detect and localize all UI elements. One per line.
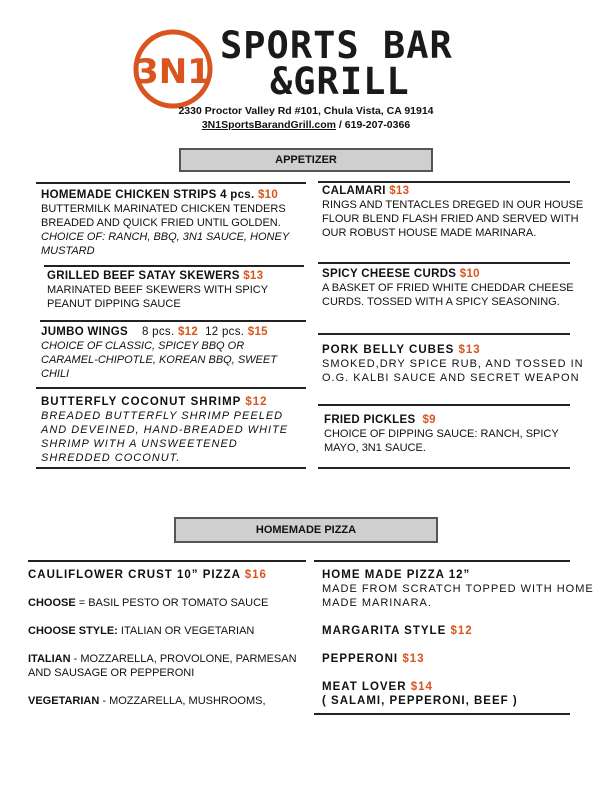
item-name: HOMEMADE CHICKEN STRIPS 4 pcs. bbox=[41, 189, 255, 201]
brand-line2: &GRILL bbox=[270, 60, 410, 103]
item-name: HOME MADE PIZZA 12” bbox=[322, 569, 471, 581]
phone: 619-207-0366 bbox=[344, 119, 411, 131]
item-desc: MADE FROM SCRATCH TOPPED WITH HOME MADE MARINARA. bbox=[322, 583, 594, 609]
address: 2330 Proctor Valley Rd #101, Chula Vista, CA 91914 bbox=[178, 105, 434, 117]
vegetarian-text: - MOZZARELLA, MUSHROOMS, bbox=[99, 695, 266, 707]
item-price: $12 bbox=[177, 326, 199, 338]
logo-text: 3N1 bbox=[135, 52, 211, 92]
item-price: $12 bbox=[450, 625, 473, 637]
website-link[interactable]: 3N1SportsBarandGrill.com bbox=[201, 119, 337, 131]
divider bbox=[36, 387, 306, 389]
item-price: $9 bbox=[422, 414, 436, 426]
pizza-heading: HOMEMADE PIZZA bbox=[174, 517, 438, 543]
item-price: $10 bbox=[257, 189, 279, 201]
item-price: $13 bbox=[389, 185, 410, 197]
item-desc: RINGS AND TENTACLES DREGED IN OUR HOUSE FLOUR BLEND FLASH FRIED AND SERVED WITH OUR ROBUST HOUSE MADE MARINARA. bbox=[322, 199, 584, 239]
item-name: MEAT LOVER bbox=[322, 681, 407, 693]
item-size: 12 pcs. bbox=[205, 326, 245, 338]
item-desc: A BASKET OF FRIED WHITE CHEDDAR CHEESE CURDS. TOSSED WITH A SPICY SEASONING. bbox=[322, 282, 574, 308]
contact-line bbox=[0, 119, 612, 131]
divider bbox=[314, 560, 570, 562]
item-desc: BUTTERMILK MARINATED CHICKEN TENDERS BREADED AND QUICK FRIED UNTIL GOLDEN. bbox=[41, 203, 286, 229]
divider bbox=[318, 404, 570, 406]
style-text: ITALIAN OR VEGETARIAN bbox=[117, 625, 255, 637]
item-desc: ( SALAMI, PEPPERONI, BEEF ) bbox=[322, 695, 518, 707]
item-price: $14 bbox=[410, 681, 433, 693]
menu-item bbox=[41, 325, 299, 381]
item-name: MARGARITA STYLE bbox=[322, 625, 447, 637]
item-choices: CHOICE OF CLASSIC, SPICEY BBQ OR CARAMEL-CHIPOTLE, KOREAN BBQ, SWEET CHILI bbox=[41, 340, 277, 380]
menu-item bbox=[47, 269, 299, 311]
item-price: $13 bbox=[243, 270, 264, 282]
item-name: SPICY CHEESE CURDS bbox=[322, 268, 457, 280]
divider bbox=[36, 467, 306, 469]
style-label: CHOOSE STYLE: bbox=[28, 625, 118, 637]
divider bbox=[318, 333, 570, 335]
separator: / bbox=[336, 119, 345, 131]
item-size: 8 pcs. bbox=[141, 326, 175, 338]
item-name: CALAMARI bbox=[322, 185, 386, 197]
item-price: $12 bbox=[245, 396, 268, 408]
item-price: $16 bbox=[244, 569, 267, 581]
item-name: PEPPERONI bbox=[322, 653, 399, 665]
brand-line1: SPORTS BAR bbox=[220, 24, 453, 67]
item-desc: MARINATED BEEF SKEWERS WITH SPICY PEANUT DIPPING SAUCE bbox=[47, 284, 268, 310]
item-name: FRIED PICKLES bbox=[324, 414, 416, 426]
menu-item bbox=[324, 413, 586, 455]
item-name: BUTTERFLY COCONUT SHRIMP bbox=[41, 396, 242, 408]
divider bbox=[318, 181, 570, 183]
divider bbox=[318, 262, 570, 264]
italian-text: - MOZZARELLA, PROVOLONE, PARMESAN AND SAUSAGE OR PEPPERONI bbox=[28, 653, 297, 679]
item-name: PORK BELLY CUBES bbox=[322, 344, 455, 356]
divider bbox=[44, 265, 304, 267]
divider bbox=[28, 560, 306, 562]
choose-text: = BASIL PESTO OR TOMATO SAUCE bbox=[75, 597, 269, 609]
item-price: $10 bbox=[459, 268, 480, 280]
appetizer-heading: APPETIZER bbox=[179, 148, 433, 172]
menu-item bbox=[41, 188, 299, 258]
item-price: $13 bbox=[458, 344, 481, 356]
menu-item bbox=[322, 267, 590, 309]
divider bbox=[314, 713, 570, 715]
divider bbox=[40, 320, 306, 322]
divider bbox=[36, 182, 306, 184]
item-price: $15 bbox=[247, 326, 268, 338]
item-choices: CHOICE OF: RANCH, BBQ, 3N1 SAUCE, HONEY MUSTARD bbox=[41, 231, 289, 257]
item-name: CAULIFLOWER CRUST 10” PIZZA bbox=[28, 569, 241, 581]
item-desc: BREADED BUTTERFLY SHRIMP PEELED AND DEVEINED, HAND-BREADED WHITE SHRIMP WITH A UNSWEETENED SHREDDED COCONUT. bbox=[41, 410, 289, 464]
pizza-left bbox=[28, 568, 308, 708]
item-desc: CHOICE OF DIPPING SAUCE: RANCH, SPICY MAYO, 3N1 SAUCE. bbox=[324, 428, 559, 454]
item-price: $13 bbox=[402, 653, 425, 665]
menu-item bbox=[322, 343, 590, 385]
divider bbox=[318, 467, 570, 469]
menu-item bbox=[41, 395, 303, 465]
vegetarian-label: VEGETARIAN bbox=[28, 695, 100, 707]
item-desc: SMOKED,DRY SPICE RUB, AND TOSSED IN O.G. KALBI SAUCE AND SECRET WEAPON bbox=[322, 358, 584, 384]
item-name: JUMBO WINGS bbox=[41, 326, 128, 338]
italian-label: ITALIAN bbox=[28, 653, 71, 665]
choose-label: CHOOSE bbox=[28, 597, 76, 609]
item-name: GRILLED BEEF SATAY SKEWERS bbox=[47, 270, 240, 282]
pizza-right bbox=[322, 568, 596, 708]
menu-item bbox=[322, 184, 594, 240]
logo-icon bbox=[131, 27, 215, 111]
